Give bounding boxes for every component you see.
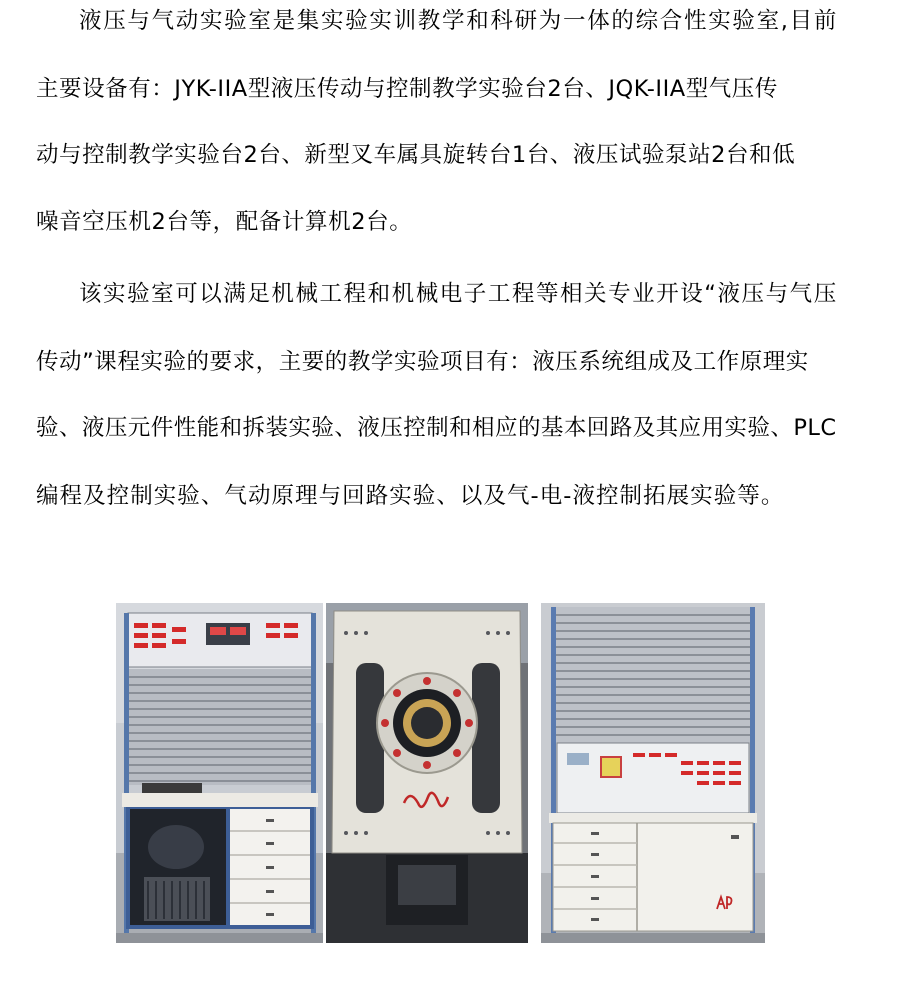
paragraph-2-line-1: 该实验室可以满足机械工程和机械电子工程等相关专业开设“液压与气压 xyxy=(79,281,838,307)
pneumatic-training-bench-photo xyxy=(541,603,765,943)
equipment-photos xyxy=(116,603,765,943)
paragraph-2-line-3: 验、液压元件性能和拆装实验、液压控制和相应的基本回路及其应用实验、PLC xyxy=(36,415,837,441)
paragraph-1-line-3: 动与控制教学实验台2台、新型叉车属具旋转台1台、液压试验泵站2台和低 xyxy=(36,142,796,168)
hydraulic-training-bench-photo xyxy=(116,603,323,943)
forklift-rotator-photo xyxy=(326,603,528,943)
paragraph-1-line-2: 主要设备有：JYK-IIA型液压传动与控制教学实验台2台、JQK-IIA型气压传 xyxy=(36,76,778,102)
paragraph-2-line-4: 编程及控制实验、气动原理与回路实验、以及气-电-液控制拓展实验等。 xyxy=(36,483,785,509)
paragraph-1-line-1: 液压与气动实验室是集实验实训教学和科研为一体的综合性实验室,目前 xyxy=(79,8,839,34)
paragraph-1-line-4: 噪音空压机2台等，配备计算机2台。 xyxy=(36,209,413,235)
paragraph-2-line-2: 传动”课程实验的要求，主要的教学实验项目有：液压系统组成及工作原理实 xyxy=(36,349,809,375)
